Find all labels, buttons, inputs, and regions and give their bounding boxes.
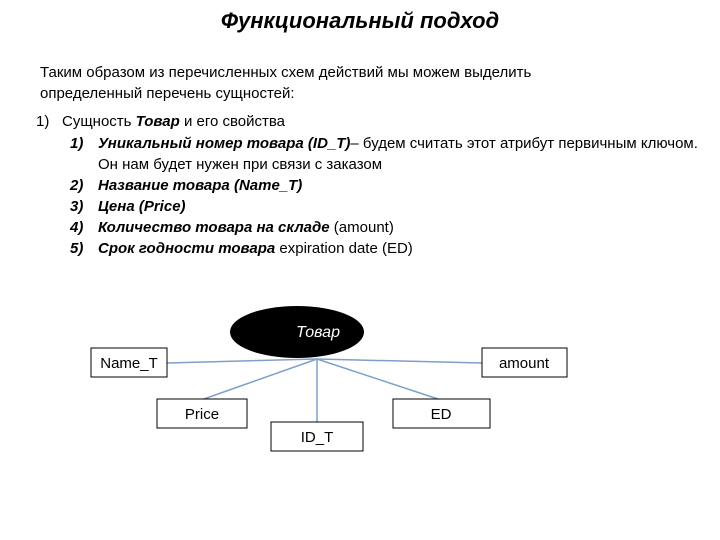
page-title: Функциональный подход — [220, 8, 500, 33]
attribute-box-id-t-label: ID_T — [300, 429, 334, 446]
attribute-name: Уникальный номер товара (ID_T) — [98, 135, 351, 152]
connector-name-t — [167, 359, 317, 363]
attribute-box-ed-label: ED — [430, 406, 452, 423]
attribute-plain: (amount) — [333, 219, 394, 236]
attribute-number: 3) — [70, 198, 84, 215]
attribute-name: Срок годности товара — [98, 240, 280, 257]
section-prefix: Сущность — [62, 113, 136, 130]
attribute-name: Цена (Price) — [98, 198, 186, 215]
attribute-box-name-t-label: Name_T — [100, 355, 158, 372]
attribute-box-price-label: Price — [184, 406, 220, 423]
connector-ed — [317, 359, 441, 400]
attribute-name: Количество товара на складе — [98, 219, 334, 236]
attribute-description: – будем считать этот атрибут первичным ключом. Он нам будет нужен при связи с заказом — [98, 135, 698, 173]
connector-amount — [317, 359, 482, 363]
section-entity-name: Товар — [135, 113, 180, 130]
intro-line-2: определенный перечень сущностей: — [40, 85, 295, 102]
attribute-number: 1) — [70, 135, 84, 152]
section-number: 1) — [36, 113, 50, 130]
section-suffix: и его свойства — [179, 113, 286, 130]
attribute-number: 5) — [70, 240, 84, 257]
attribute-number: 2) — [70, 177, 84, 194]
entity-label: Товар — [296, 324, 340, 341]
attribute-name: Название товара (Name_T) — [98, 177, 303, 194]
attribute-plain: expiration date (ED) — [279, 240, 413, 257]
attribute-box-amount-label: amount — [498, 355, 550, 372]
attribute-number: 4) — [70, 219, 84, 236]
connector-price — [201, 359, 317, 400]
intro-line-1: Таким образом из перечисленных схем действий мы можем выделить — [40, 64, 532, 81]
